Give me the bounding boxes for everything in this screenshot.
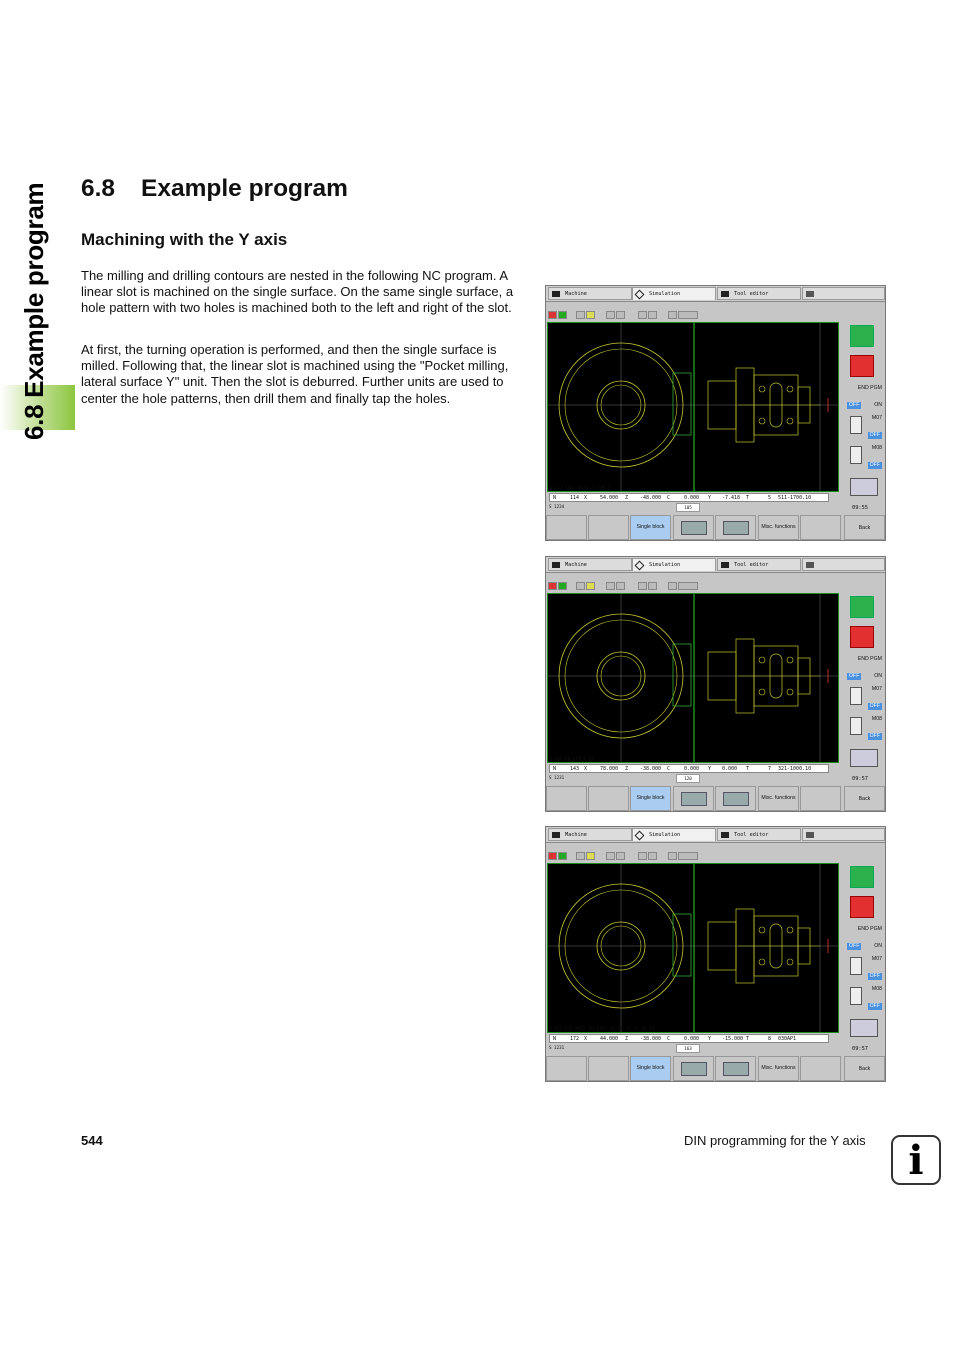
vertical-softkeys	[844, 322, 885, 540]
display-mode-icon[interactable]	[678, 311, 698, 319]
clock: 09:57	[852, 776, 868, 782]
back-softkey[interactable]: Back	[844, 1056, 885, 1081]
simulation-drawing	[548, 323, 838, 491]
nc-value-y: -15.000	[722, 1036, 744, 1042]
coolant-icon	[850, 957, 862, 975]
tab-label: Machine	[565, 291, 587, 297]
cycle-start-icon	[850, 596, 874, 618]
cycle-stop-softkey[interactable]	[844, 893, 885, 923]
tool-path-icon	[850, 478, 878, 496]
spindle-status: S 1231	[549, 1045, 565, 1050]
grid-icon[interactable]	[606, 311, 615, 319]
cycle-stop-icon	[850, 355, 874, 377]
label-c: C	[667, 495, 671, 501]
grid-icon[interactable]	[668, 852, 677, 860]
cycle-start-icon	[850, 866, 874, 888]
tool-editor-icon	[721, 562, 729, 568]
simulation-icon	[635, 561, 645, 571]
feed-display: 105	[676, 503, 700, 512]
off-label: OFF	[869, 733, 880, 739]
tool-path-icon	[850, 749, 878, 767]
nc-value-tool: 030AP1	[778, 1036, 797, 1042]
disk-icon	[806, 832, 814, 838]
simulation-toolbar	[548, 852, 838, 862]
grid-icon[interactable]	[606, 852, 615, 860]
window-icon[interactable]	[586, 852, 595, 860]
cycle-stop-softkey[interactable]	[844, 623, 885, 653]
nc-value-tool: 511-1700.10	[778, 495, 812, 501]
spindle-status: S 1231	[549, 775, 565, 780]
softkey-empty[interactable]	[800, 515, 841, 540]
cycle-start-softkey[interactable]	[844, 322, 885, 352]
nc-block-line: N 143 G0 X78 Z-38	[549, 757, 594, 762]
label-x: X	[584, 495, 588, 501]
softkey-empty[interactable]	[800, 786, 841, 811]
simulation-screenshot	[545, 826, 886, 1082]
tool-icon	[681, 521, 707, 535]
misc-functions-softkey[interactable]: Misc. functions	[758, 515, 799, 540]
tab-label: Machine	[565, 562, 587, 568]
coolant-icon	[850, 416, 862, 434]
misc-functions-softkey[interactable]: Misc. functions	[758, 1056, 799, 1081]
tab-bar	[546, 827, 885, 843]
softkey-machine-icon[interactable]	[715, 515, 756, 540]
softkey-bar	[546, 786, 842, 811]
disk-icon	[806, 291, 814, 297]
nc-value-n: 114	[570, 495, 580, 501]
softkey-empty[interactable]	[800, 1056, 841, 1081]
grid-icon[interactable]	[668, 582, 677, 590]
end-pgm-label: END PGM	[857, 385, 882, 391]
nc-value-z: -38.000	[640, 766, 662, 772]
softkey-bar	[546, 1056, 842, 1081]
label-z: Z	[625, 1036, 629, 1042]
window-icon[interactable]	[616, 582, 625, 590]
tab-simulation[interactable]	[632, 558, 716, 571]
play-icon[interactable]	[558, 311, 567, 319]
zoom-icon[interactable]	[648, 852, 657, 860]
softkey-machine-icon[interactable]	[715, 786, 756, 811]
tab-tool-editor[interactable]	[717, 558, 801, 571]
cycle-stop-softkey[interactable]	[844, 352, 885, 382]
simulation-drawing	[548, 594, 838, 762]
tool-path-softkey[interactable]	[844, 474, 885, 504]
window-icon[interactable]	[586, 582, 595, 590]
m08-label: M08	[871, 986, 882, 992]
cycle-start-icon	[850, 325, 874, 347]
single-block-softkey[interactable]: Single block	[630, 786, 671, 811]
softkey-tool-icon[interactable]	[673, 515, 714, 540]
softkey-empty[interactable]	[546, 786, 587, 811]
simulation-icon	[635, 290, 645, 300]
label-n: N	[553, 766, 557, 772]
single-block-softkey[interactable]: Single block	[630, 515, 671, 540]
simulation-drawing	[548, 864, 838, 1032]
softkey-empty[interactable]	[588, 515, 629, 540]
softkey-empty[interactable]	[588, 786, 629, 811]
tab-extra[interactable]	[802, 287, 885, 300]
nc-value-c: 0.000	[684, 495, 700, 501]
running-footer: DIN programming for the Y axis	[684, 1133, 866, 1148]
label-t: T	[746, 495, 750, 501]
clock: 09:55	[852, 505, 868, 511]
off-label: OFF	[869, 462, 880, 468]
tab-label: Tool editor	[734, 832, 769, 838]
stop-icon[interactable]	[548, 582, 557, 590]
grid-icon[interactable]	[638, 582, 647, 590]
nc-block-line: N 172 G74 NS22 E0.0703 D0 V0 10 J6 B0 F1	[549, 1027, 655, 1032]
machine-icon	[723, 521, 749, 535]
paragraph: At first, the turning operation is performed, and then the single surface is milled. Following that, the linear slot is machined using the "Pocket milling, lateral surface Y" unit. Then the slot is deburred. Further units are used to center the hole patterns, then drill them and finally tap the holes.	[81, 342, 509, 406]
tool-icon	[681, 1062, 707, 1076]
nc-value-t: 8	[768, 1036, 772, 1042]
nc-value-tool: 321-1000.10	[778, 766, 812, 772]
nc-value-z: -48.000	[640, 495, 662, 501]
feed-display: 163	[676, 1044, 700, 1053]
nc-value-z: -38.000	[640, 1036, 662, 1042]
nc-value-c: 0.000	[684, 1036, 700, 1042]
cycle-start-softkey[interactable]	[844, 863, 885, 893]
tab-simulation[interactable]	[632, 287, 716, 300]
label-t: T	[746, 1036, 750, 1042]
tab-label: Simulation	[649, 562, 681, 568]
off-label: OFF	[849, 673, 860, 679]
end-pgm-label: END PGM	[857, 656, 882, 662]
softkey-tool-icon[interactable]	[673, 1056, 714, 1081]
machine-icon	[723, 792, 749, 806]
nc-value-x: 54.000	[600, 495, 619, 501]
end-pgm-softkey[interactable]	[844, 923, 885, 953]
tab-machine[interactable]	[548, 287, 632, 300]
machine-icon	[552, 832, 560, 838]
tool-editor-icon	[721, 832, 729, 838]
tab-label: Machine	[565, 832, 587, 838]
nc-value-y: 0.000	[722, 766, 738, 772]
softkey-machine-icon[interactable]	[715, 1056, 756, 1081]
machine-icon	[723, 1062, 749, 1076]
on-label: ON	[874, 402, 882, 408]
clock: 09:57	[852, 1046, 868, 1052]
m07-softkey[interactable]	[844, 412, 885, 442]
tab-bar	[546, 557, 885, 573]
nc-value-t: 7	[768, 766, 772, 772]
m07-label: M07	[871, 415, 882, 421]
tool-path-softkey[interactable]	[844, 1015, 885, 1045]
display-mode-icon[interactable]	[678, 582, 698, 590]
nc-value-n: 172	[570, 1036, 580, 1042]
position-display	[549, 493, 829, 502]
m07-softkey[interactable]	[844, 953, 885, 983]
simulation-screenshot	[545, 285, 886, 541]
label-n: N	[553, 495, 557, 501]
tool-editor-icon	[721, 291, 729, 297]
nc-value-y: -7.418	[722, 495, 741, 501]
softkey-empty[interactable]	[588, 1056, 629, 1081]
m07-label: M07	[871, 686, 882, 692]
coolant-icon	[850, 446, 862, 464]
display-mode-icon[interactable]	[678, 852, 698, 860]
page-number: 544	[81, 1133, 103, 1148]
tab-simulation[interactable]	[632, 828, 716, 841]
machine-icon	[552, 291, 560, 297]
single-block-softkey[interactable]: Single block	[630, 1056, 671, 1081]
m08-label: M08	[871, 445, 882, 451]
tool-path-softkey[interactable]	[844, 745, 885, 775]
simulation-graphics[interactable]	[547, 593, 839, 763]
label-x: X	[584, 1036, 588, 1042]
section-title	[81, 175, 348, 203]
off-label: OFF	[849, 402, 860, 408]
stop-icon[interactable]	[548, 852, 557, 860]
tab-extra[interactable]	[802, 558, 885, 571]
tab-bar	[546, 286, 885, 302]
m08-softkey[interactable]	[844, 442, 885, 472]
cycle-start-softkey[interactable]	[844, 593, 885, 623]
coolant-icon	[850, 687, 862, 705]
label-n: N	[553, 1036, 557, 1042]
simulation-toolbar	[548, 311, 838, 321]
back-softkey[interactable]: Back	[844, 515, 885, 540]
window-icon[interactable]	[616, 852, 625, 860]
back-softkey[interactable]: Back	[844, 786, 885, 811]
paragraph: The milling and drilling contours are nested in the following NC program. A linear slot is machined on the single surface. On the same single surface, a hole pattern with two holes is machined both to the left and right of the slot.	[81, 268, 514, 316]
label-c: C	[667, 1036, 671, 1042]
end-pgm-label: END PGM	[857, 926, 882, 932]
nc-value-t: 5	[768, 495, 772, 501]
subheading: Machining with the Y axis	[81, 230, 288, 249]
nc-value-c: 0.000	[684, 766, 700, 772]
label-y: Y	[708, 766, 712, 772]
nc-value-n: 143	[570, 766, 580, 772]
section-number: 6.8	[81, 175, 116, 202]
off-label: OFF	[849, 943, 860, 949]
tab-label: Tool editor	[734, 562, 769, 568]
position-display	[549, 1034, 829, 1043]
coolant-icon	[850, 717, 862, 735]
zoom-icon[interactable]	[648, 582, 657, 590]
softkey-tool-icon[interactable]	[673, 786, 714, 811]
nc-value-x: 78.000	[600, 766, 619, 772]
grid-icon[interactable]	[576, 582, 585, 590]
grid-icon[interactable]	[606, 582, 615, 590]
play-icon[interactable]	[558, 852, 567, 860]
grid-icon[interactable]	[668, 311, 677, 319]
tool-icon	[681, 792, 707, 806]
m08-label: M08	[871, 716, 882, 722]
tab-label: Tool editor	[734, 291, 769, 297]
m08-softkey[interactable]	[844, 713, 885, 743]
simulation-toolbar	[548, 582, 838, 592]
softkey-bar	[546, 515, 842, 540]
spindle-status: S 1234	[549, 504, 565, 509]
grid-icon[interactable]	[638, 311, 647, 319]
info-icon: i	[891, 1135, 941, 1185]
end-pgm-softkey[interactable]	[844, 382, 885, 412]
nc-value-x: 44.000	[600, 1036, 619, 1042]
tab-tool-editor[interactable]	[717, 828, 801, 841]
label-t: T	[746, 766, 750, 772]
tab-machine[interactable]	[548, 828, 632, 841]
tab-label: Simulation	[649, 832, 681, 838]
label-z: Z	[625, 766, 629, 772]
simulation-icon	[635, 831, 645, 841]
play-icon[interactable]	[558, 582, 567, 590]
off-label: OFF	[869, 1003, 880, 1009]
off-label: OFF	[869, 703, 880, 709]
label-x: X	[584, 766, 588, 772]
end-pgm-softkey[interactable]	[844, 653, 885, 683]
on-label: ON	[874, 943, 882, 949]
simulation-graphics[interactable]	[547, 322, 839, 492]
machine-icon	[552, 562, 560, 568]
tool-path-icon	[850, 1019, 878, 1037]
tab-label: Simulation	[649, 291, 681, 297]
vertical-softkeys	[844, 593, 885, 811]
softkey-empty[interactable]	[546, 515, 587, 540]
tab-extra[interactable]	[802, 828, 885, 841]
tab-tool-editor[interactable]	[717, 287, 801, 300]
label-c: C	[667, 766, 671, 772]
stop-icon[interactable]	[548, 311, 557, 319]
disk-icon	[806, 562, 814, 568]
misc-functions-softkey[interactable]: Misc. functions	[758, 786, 799, 811]
window-icon[interactable]	[586, 311, 595, 319]
m07-softkey[interactable]	[844, 683, 885, 713]
feed-display: 120	[676, 774, 700, 783]
off-label: OFF	[869, 973, 880, 979]
grid-icon[interactable]	[576, 852, 585, 860]
cycle-stop-icon	[850, 626, 874, 648]
m08-softkey[interactable]	[844, 983, 885, 1013]
off-label: OFF	[869, 432, 880, 438]
coolant-icon	[850, 987, 862, 1005]
m07-label: M07	[871, 956, 882, 962]
zoom-icon[interactable]	[648, 311, 657, 319]
window-icon[interactable]	[616, 311, 625, 319]
label-y: Y	[708, 1036, 712, 1042]
simulation-graphics[interactable]	[547, 863, 839, 1033]
label-z: Z	[625, 495, 629, 501]
vertical-softkeys	[844, 863, 885, 1081]
grid-icon[interactable]	[576, 311, 585, 319]
on-label: ON	[874, 673, 882, 679]
cycle-stop-icon	[850, 896, 874, 918]
grid-icon[interactable]	[638, 852, 647, 860]
tab-machine[interactable]	[548, 558, 632, 571]
position-display	[549, 764, 829, 773]
nc-block-line: N 113 G841 NS16 FS 0M.5	[549, 486, 610, 491]
softkey-empty[interactable]	[546, 1056, 587, 1081]
label-y: Y	[708, 495, 712, 501]
chapter-tab-label: 6.8 Example program	[19, 182, 49, 440]
simulation-screenshot	[545, 556, 886, 812]
section-title-text: Example program	[141, 175, 348, 202]
